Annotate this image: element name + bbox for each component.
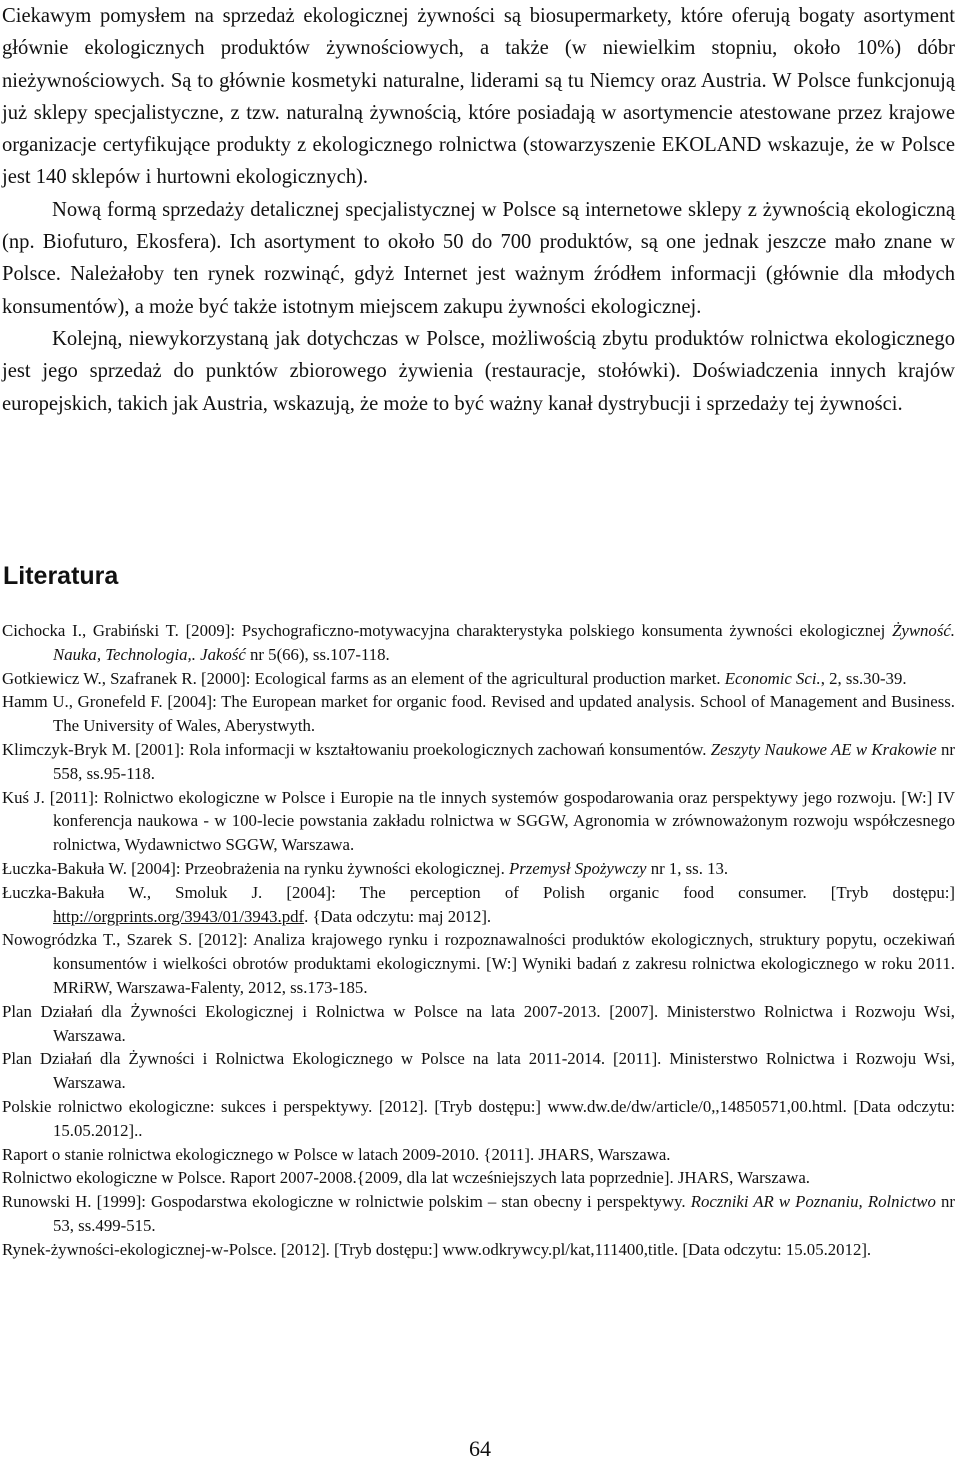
reference-source: Przemysł Spożywczy: [509, 858, 647, 878]
reference-source: Żywność. Nauka, Technologia,. Jakość: [53, 621, 955, 664]
reference-item: Polskie rolnictwo ekologiczne: sukces i perspektywy. [2012]. [Tryb dostępu:] www.dw.de/dw/article/0,,14850571,00.html. [Data odczytu: 15.05.2012]..: [2, 1096, 955, 1140]
reference-item: Nowogródzka T., Szarek S. [2012]: Analiza krajowego rynku i rozpoznawalności produktów ekologicznych, struktury popytu, oczekiwań konsumentów i wielkości obrotów produktami ekologicznymi. [W:] Wyniki badań z zakresu rolnictwa ekologicznego w roku 2011. MRiRW, Warszawa-Falenty, 2012, ss.173-185.: [2, 930, 955, 997]
reference-list: [2, 619, 955, 1262]
reference-item: Plan Działań dla Żywności i Rolnictwa Ekologicznego w Polsce na lata 2011-2014. [2011]. Ministerstwo Rolnictwa i Rozwoju Wsi, Warszawa.: [2, 1049, 955, 1093]
reference-item: Kuś J. [2011]: Rolnictwo ekologiczne w Polsce i Europie na tle innych systemów gospodarowania oraz perspektywy jego rozwoju. [W:] IV konferencja naukowa - w 100-lecie powstania zakładu rolnictwa w SGGW, Agronomia w zrównoważonym rozwoju współczesnego rolnictwa, Wydawnictwo SGGW, Warszawa.: [2, 787, 955, 855]
reference-link[interactable]: http://orgprints.org/3943/01/3943.pdf: [53, 906, 305, 926]
reference-source: Economic Sci.: [724, 668, 821, 688]
reference-source: Roczniki AR w Poznaniu, Rolnictwo: [690, 1192, 936, 1212]
reference-source: Zeszyty Naukowe AE w Krakowie: [710, 739, 937, 759]
paragraph: Ciekawym pomysłem na sprzedaż ekologicznej żywności są biosupermarkety, które oferują bogaty asortyment głównie ekologicznych produktów żywnościowych, a także (w niewielkim stopniu, około 10%) dóbr nieżywnościowych. Są to głównie kosmetyki naturalne, liderami są tu Niemcy oraz Austria. W Polsce funkcjonują już sklepy specjalistyczne, z tzw. naturalną żywnością, które posiadają w asortymencie atestowane przez krajowe organizacje certyfikujące produkty z ekologicznego rolnictwa (stowarzyszenie EKOLAND wskazuje, że w Polsce jest 140 sklepów i hurtowni ekologicznych).: [2, 5, 955, 189]
reference-item: Gotkiewicz W., Szafranek R. [2000]: Ecological farms as an element of the agricultural production market. Economic Sci., 2, ss.30-39.: [2, 668, 907, 688]
reference-item: Łuczka-Bakuła W., Smoluk J. [2004]: The perception of Polish organic food consumer. [Tryb dostępu:] http://orgprints.org/3943/01/3943.pdf. {Data odczytu: maj 2012].: [2, 882, 955, 926]
reference-item: Hamm U., Gronefeld F. [2004]: The European market for organic food. Revised and updated analysis. School of Management and Business. The University of Wales, Aberystwyth.: [2, 692, 955, 736]
reference-item: Runowski H. [1999]: Gospodarstwa ekologiczne w rolnictwie polskim – stan obecny i perspektywy. Roczniki AR w Poznaniu, Rolnictwo nr 53, ss.499-515.: [2, 1192, 955, 1235]
reference-item: Rynek-żywności-ekologicznej-w-Polsce. [2012]. [Tryb dostępu:] www.odkrywcy.pl/kat,111400,title. [Data odczytu: 15.05.2012].: [2, 1239, 872, 1259]
reference-item: Łuczka-Bakuła W. [2004]: Przeobrażenia na rynku żywności ekologicznej. Przemysł Spożywczy nr 1, ss. 13.: [2, 858, 729, 878]
paragraph: Kolejną, niewykorzystaną jak dotychczas w Polsce, możliwością zbytu produktów rolnictwa ekologicznego jest jego sprzedaż do punktów zbiorowego żywienia (restauracje, stołówki). Doświadczenia innych krajów europejskich, takich jak Austria, wskazują, że może to być ważny kanał dystrybucji i sprzedaży tej żywności.: [2, 327, 955, 415]
reference-item: Plan Działań dla Żywności Ekologicznej i Rolnictwa w Polsce na lata 2007-2013. [2007]. Ministerstwo Rolnictwa i Rozwoju Wsi, Warszawa.: [2, 1001, 955, 1045]
section-heading: Literatura: [3, 562, 119, 590]
reference-item: Cichocka I., Grabiński T. [2009]: Psychograficzno-motywacyjna charakterystyka polskiego konsumenta żywności ekologicznej Żywność. Nauka, Technologia,. Jakość nr 5(66), ss.107-118.: [2, 621, 955, 664]
paragraph: Nową formą sprzedaży detalicznej specjalistycznej w Polsce są internetowe sklepy z żywnością ekologiczną (np. Biofuturo, Ekosfera). Ich asortyment to około 50 do 700 produktów, są one jednak jeszcze mało znane w Polsce. Należałoby ten rynek rozwinąć, gdyż Internet jest ważnym źródłem informacji (głównie dla młodych konsumentów), a może być także istotnym miejscem zakupu żywności ekologicznej.: [2, 198, 955, 318]
reference-item: Raport o stanie rolnictwa ekologicznego w Polsce w latach 2009-2010. {2011]. JHARS, Warszawa.: [2, 1144, 671, 1164]
page-number: 64: [469, 1436, 491, 1461]
reference-item: Klimczyk-Bryk M. [2001]: Rola informacji w kształtowaniu proekologicznych zachowań konsumentów. Zeszyty Naukowe AE w Krakowie nr 558, ss.95-118.: [2, 739, 955, 783]
body-text: [2, 0, 955, 420]
reference-item: Rolnictwo ekologiczne w Polsce. Raport 2007-2008.{2009, dla lat wcześniejszych lata poprzednie]. JHARS, Warszawa.: [2, 1168, 810, 1188]
